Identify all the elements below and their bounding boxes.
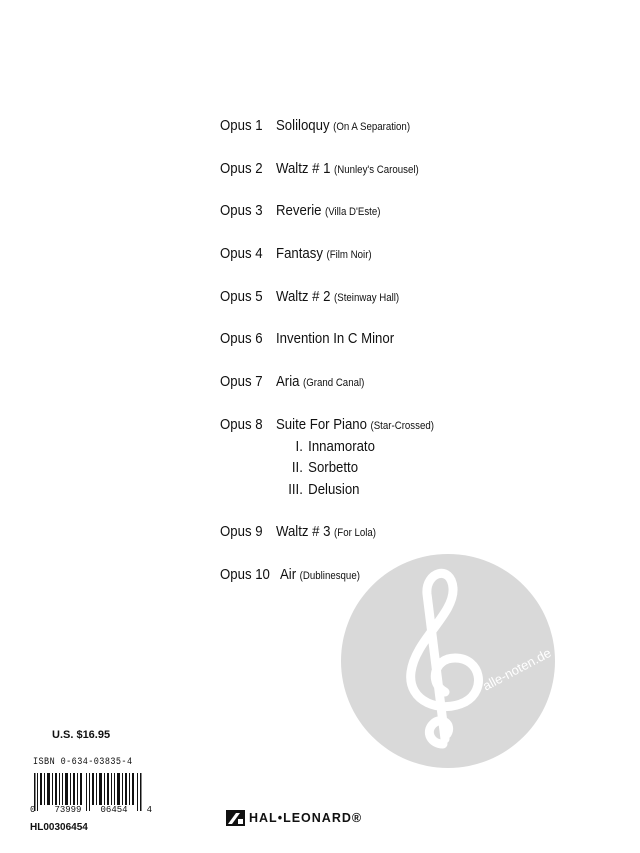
toc-entry[interactable] [220,329,540,372]
piece-title: Soliloquy [276,117,330,134]
opus-number: Opus 7 [220,373,263,391]
piece-subtitle: (Steinway Hall) [334,291,400,304]
toc-entry[interactable] [220,159,540,202]
piece-title: Suite For Piano [276,415,367,433]
piece-title: Fantasy [276,245,323,263]
piece-title: Waltz # 2 [276,287,331,305]
movement-name: Innamorato [308,437,375,455]
publisher-name: HAL•LEONARD® [249,811,363,825]
movement-item[interactable] [280,437,375,457]
piece-title-wrapper [276,244,372,265]
watermark [341,554,555,768]
piece-title-wrapper [276,159,419,180]
movement-number: I. [295,437,303,455]
barcode-digit-group: 4 [146,805,152,815]
toc-entry[interactable] [220,201,540,244]
piece-title-wrapper [276,415,434,436]
opus-number: Opus 8 [220,415,263,433]
piece-title: Reverie [276,202,322,220]
movement-name: Sorbetto [308,458,359,476]
opus-number: Opus 2 [220,159,263,177]
toc-entry[interactable] [220,244,540,287]
movement-name: Delusion [308,480,360,498]
piece-title-wrapper [276,201,380,222]
barcode-digit-group: 06454 [100,805,128,815]
opus-number: Opus 9 [220,522,263,540]
publisher-logo [226,810,362,826]
piece-title: Aria [276,373,300,391]
piece-title: Air [280,565,297,583]
piece-title-wrapper [276,329,394,349]
watermark-text: alle-noten.de [480,644,554,694]
opus-number: Opus 3 [220,202,263,220]
barcode-digits [30,805,152,815]
barcode-digit-group: 73999 [54,805,82,815]
opus-number: Opus 10 [220,565,270,583]
piece-subtitle: (Grand Canal) [303,377,365,390]
piece-title: Waltz # 3 [276,522,331,540]
table-of-contents [220,116,540,607]
piece-subtitle: (On A Separation) [333,121,411,133]
toc-entry[interactable] [220,116,540,159]
opus-number: Opus 6 [220,330,263,348]
opus-number: Opus 5 [220,287,263,305]
piece-title-wrapper [276,287,399,308]
movement-number: II. [291,458,303,476]
toc-entry-suite[interactable] [220,415,540,522]
piece-subtitle: (For Lola) [334,526,377,539]
hal-leonard-logo-icon [226,810,245,826]
piece-subtitle: (Dublinesque) [299,569,360,582]
movement-item[interactable] [280,480,360,500]
opus-number: Opus 1 [220,117,263,134]
piece-subtitle: (Villa D'Este) [325,206,381,219]
movement-item[interactable] [280,458,358,478]
piece-title-wrapper [276,522,376,543]
piece-title: Waltz # 1 [276,159,331,177]
price-label: U.S. $16.95 [52,729,111,741]
toc-entry[interactable] [220,372,540,415]
piece-title-wrapper [276,116,410,137]
item-code: HL00306454 [30,822,88,833]
piece-subtitle: (Film Noir) [326,249,372,262]
barcode-digit-group: 0 [30,805,36,815]
piece-title-wrapper [276,372,364,393]
isbn-label: ISBN 0-634-03835-4 [33,757,133,768]
toc-entry[interactable] [220,287,540,330]
piece-title: Invention In C Minor [276,330,395,348]
piece-subtitle: (Star-Crossed) [370,419,434,432]
opus-number: Opus 4 [220,245,263,263]
movement-number: III. [288,480,303,498]
piece-subtitle: (Nunley's Carousel) [334,163,419,176]
